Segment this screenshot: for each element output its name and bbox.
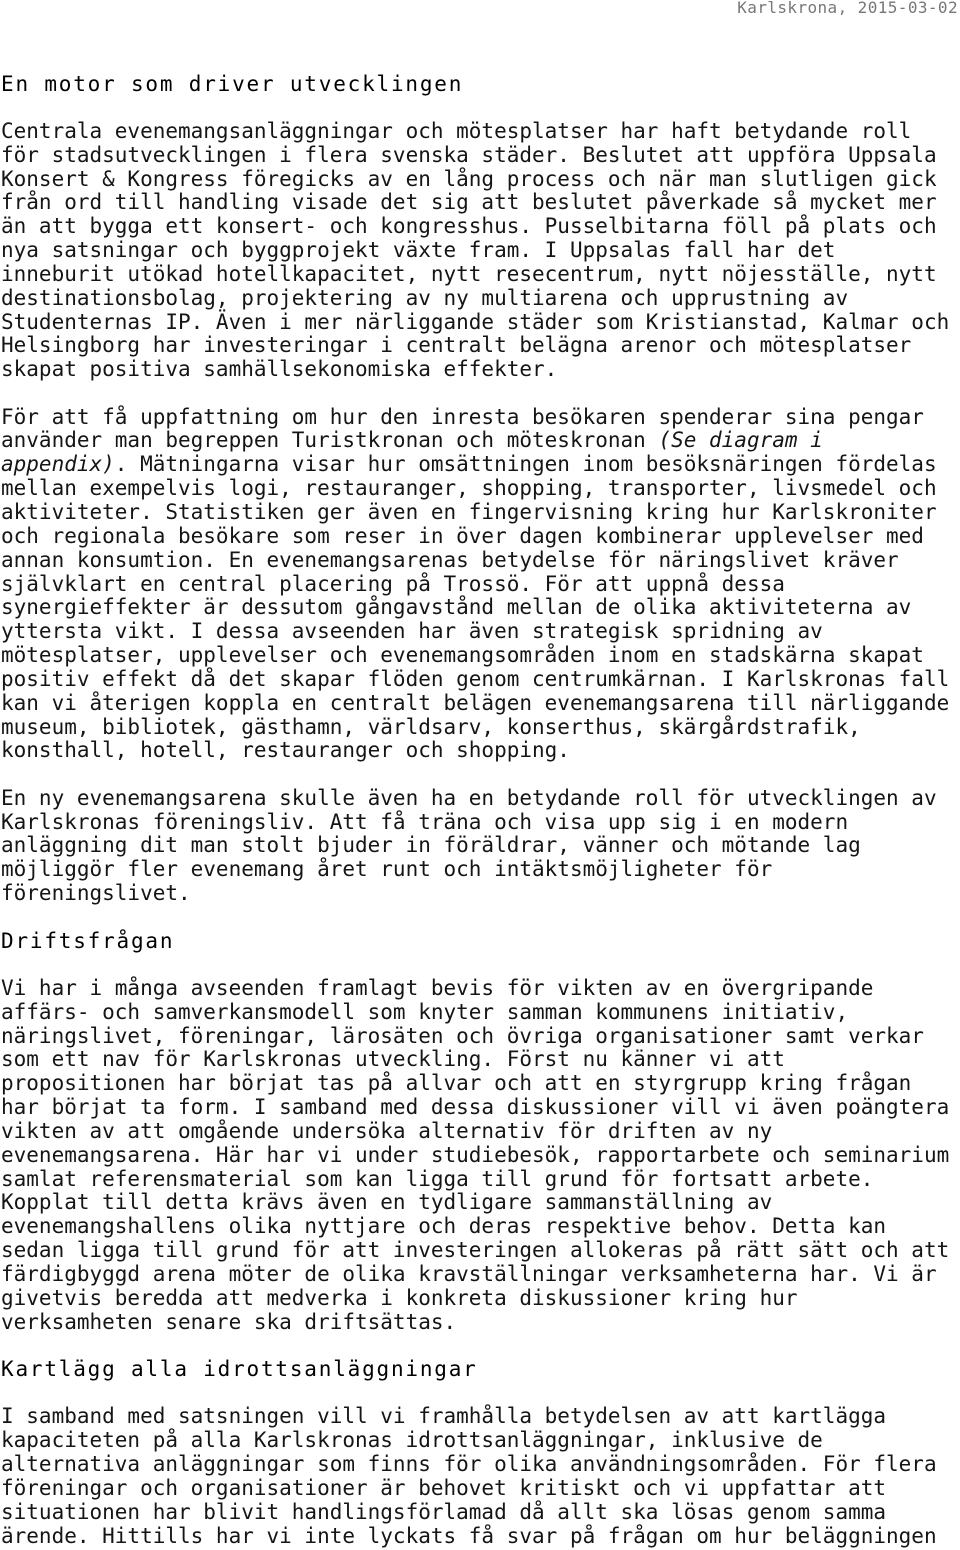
section-heading-kartlagg: Kartlägg alla idrottsanläggningar — [1, 1357, 478, 1381]
text-line: Centrala evenemangsanläggningar och mötesplatser har haft betydande roll — [1, 118, 912, 143]
text-line: Vi har i många avseenden framlagt bevis för vikten av en övergripande — [1, 975, 874, 1000]
text-line: kan vi återigen koppla en centralt belägen evenemangsarena till närliggande — [1, 690, 950, 715]
text-line: positiv effekt då det skapar flöden genom centrumkärnan. I Karlskronas fall — [1, 666, 950, 691]
text-line: Helsingborg har investeringar i centralt belägna arenor och mötesplatser — [1, 333, 912, 358]
text-line: kapaciteten på alla Karlskronas idrottsanläggningar, inklusive de — [1, 1428, 823, 1453]
text-line: möjliggör fler evenemang året runt och intäktsmöjligheter för — [1, 857, 773, 882]
text-line: än att bygga ett konsert- och kongresshus. Pusselbitarna föll på plats och — [1, 214, 937, 239]
text-line: Karlskronas föreningsliv. Att få träna och visa upp sig i en modern — [1, 809, 849, 834]
text-line: synergieffekter är dessutom gångavstånd mellan de olika aktiviteterna av — [1, 595, 912, 620]
text-segment: . Mätningarna visar hur omsättningen inom besöksnäringen fördelas — [114, 452, 937, 477]
section-heading-driftsfragan: Driftsfrågan — [1, 928, 175, 953]
paragraph — [1, 977, 956, 1335]
text-line: har börjat ta form. I samband med dessa diskussioner vill vi även poängtera — [1, 1095, 950, 1120]
text-line: som ett nav för Karlskronas utveckling. Först nu känner vi att — [1, 1047, 785, 1072]
text-line: anläggning dit man stolt bjuder in föräldrar, vänner och mötande lag — [1, 833, 861, 858]
text-line: aktiviteter. Statistiken ger även en fingervisning kring hur Karlskroniter — [1, 500, 937, 524]
text-line: färdigbyggd arena möter de olika kravställningar verksamheterna har. Vi är — [1, 1261, 937, 1286]
text-line: evenemangshallens olika nyttjare och deras respektive behov. Detta kan — [1, 1214, 887, 1239]
text-line: skapat positiva samhällsekonomiska effekter. — [1, 357, 558, 382]
text-line: konsthall, hotell, restauranger och shopping. — [1, 738, 570, 763]
document-body — [1, 73, 956, 1550]
text-line — [1, 453, 956, 477]
text-line: för stadsutvecklingen i flera svenska städer. Beslutet att uppföra Uppsala — [1, 142, 937, 167]
text-line: samlat referensmaterial som kan ligga till grund för fortsatt arbete. — [1, 1166, 874, 1191]
text-segment: använder man begreppen Turistkronan och möteskronan — [1, 428, 659, 453]
paragraph — [1, 787, 956, 906]
text-line: mellan exempelvis logi, restauranger, shopping, transporter, livsmedel och — [1, 476, 937, 501]
italic-appendix-reference: (Se diagram i — [658, 428, 823, 453]
text-line: ärende. Hittills har vi inte lyckats få svar på frågan om hur beläggningen — [1, 1523, 937, 1548]
document-date: Karlskrona, 2015-03-02 — [737, 0, 958, 17]
text-line: I samband med satsningen vill vi framhålla betydelsen av att kartlägga — [1, 1404, 887, 1429]
text-line: propositionen har börjat tas på allvar och att en styrgrupp kring frågan — [1, 1071, 912, 1096]
text-line — [1, 429, 956, 453]
text-line: evenemangsarena. Här har vi under studiebesök, rapportarbete och seminarium — [1, 1142, 950, 1167]
paragraph — [1, 120, 956, 382]
text-line: vikten av att omgående undersöka alternativ för driften av ny — [1, 1118, 773, 1143]
text-line: affärs- och samverkansmodell som knyter samman kommunens initiativ, — [1, 999, 849, 1024]
paragraph — [1, 1405, 956, 1548]
text-line: sedan ligga till grund för att investeringen allokeras på rätt sätt och att — [1, 1238, 950, 1263]
text-line: och regionala besökare som reser in över dagen kombinerar upplevelser med — [1, 523, 924, 548]
text-line: En ny evenemangsarena skulle även ha en betydande roll för utvecklingen av — [1, 785, 937, 810]
text-line: givetvis beredda att medverka i konkreta diskussioner kring hur — [1, 1285, 798, 1310]
section-heading-motor: En motor som driver utvecklingen — [1, 71, 464, 96]
text-line: Konsert & Kongress föregicks av en lång process och när man slutligen gick — [1, 166, 937, 191]
text-line: från ord till handling visade det sig att beslutet påverkade så mycket mer — [1, 190, 937, 215]
text-line: destinationsbolag, projektering av ny multiarena och upprustning av — [1, 285, 849, 310]
italic-appendix-reference: appendix) — [1, 452, 115, 477]
text-line: yttersta vikt. I dessa avseenden har även strategisk spridning av — [1, 619, 823, 644]
text-line: föreningslivet. — [1, 881, 191, 906]
paragraph — [1, 406, 956, 764]
text-line: verksamheten senare ska driftsättas. — [1, 1309, 457, 1334]
text-line: För att få uppfattning om hur den inresta besökaren spenderar sina pengar — [1, 404, 924, 429]
text-line: nya satsningar och byggprojekt växte fram. I Uppsalas fall har det — [1, 238, 836, 263]
text-line: inneburit utökad hotellkapacitet, nytt resecentrum, nytt nöjesställe, nytt — [1, 261, 937, 286]
text-line: näringslivet, föreningar, lärosäten och övriga organisationer samt verkar — [1, 1023, 924, 1048]
text-line: Kopplat till detta krävs även en tydligare sammanställning av — [1, 1190, 773, 1215]
text-line: museum, bibliotek, gästhamn, världsarv, konserthus, skärgårdstrafik, — [1, 714, 861, 739]
text-line: alternativa anläggningar som finns för olika användningsområden. För flera — [1, 1452, 937, 1477]
text-line: föreningar och organisationer är behovet kritiskt och vi uppfattar att — [1, 1475, 887, 1500]
text-line: självklart en central placering på Trossö. För att uppnå dessa — [1, 571, 785, 596]
text-line: Studenternas IP. Även i mer närliggande städer som Kristianstad, Kalmar och — [1, 309, 950, 334]
text-line: situationen har blivit handlingsförlamad då allt ska lösas genom samma — [1, 1499, 887, 1524]
text-line: mötesplatser, upplevelser och evenemangsområden inom en stadskärna skapat — [1, 643, 924, 668]
text-line: annan konsumtion. En evenemangsarenas betydelse för näringslivet kräver — [1, 547, 899, 572]
